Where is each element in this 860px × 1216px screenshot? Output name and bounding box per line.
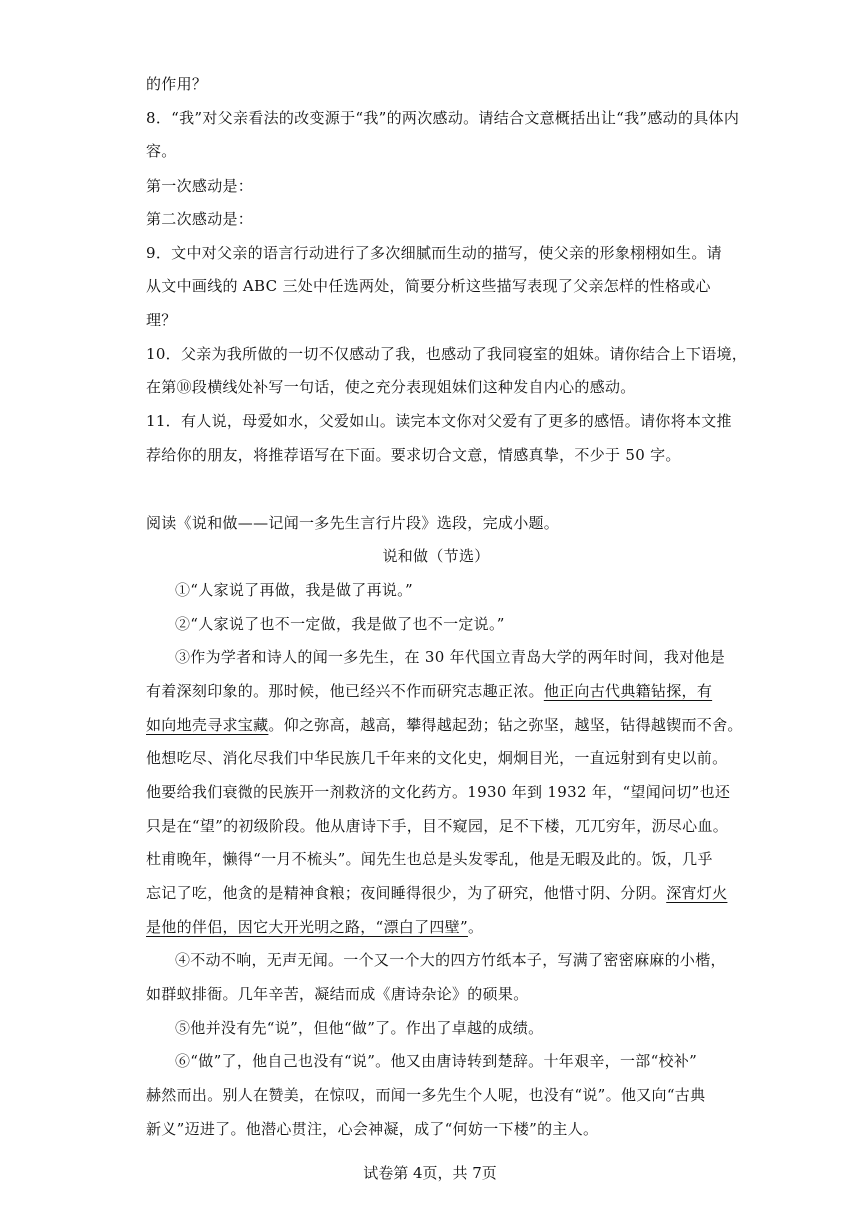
question-9-line-2: 从文中画线的 ABC 三处中任选两处，简要分析这些描写表现了父亲怎样的性格或心: [146, 277, 711, 295]
question-9-line-3: 理？: [146, 311, 177, 329]
paragraph-1: ①“人家说了再做，我是做了再说。”: [175, 581, 413, 599]
passage-title: 说和做（节选）: [382, 547, 490, 565]
question-10-line-1: 10．父亲为我所做的一切不仅感动了我，也感动了我同寝室的姐妹。请你结合上下语境，: [146, 345, 748, 363]
question-10-line-2: 在第⑩段横线处补写一句话，使之充分表现姐妹们这种发自内心的感动。: [146, 378, 636, 396]
underlined-passage-b: 深宵灯火: [666, 884, 728, 902]
paragraph-3-line-5: 他要给我们衰微的民族开一剂救济的文化药方。1930 年到 1932 年，“望闻问切”也还: [146, 783, 731, 801]
paragraph-3-text: 。仰之弥高，越高，攀得越起劲；钻之弥坚，越坚，钻得越锲而不舍。: [268, 716, 743, 734]
question-8-first-answer-label: 第一次感动是：: [146, 177, 254, 195]
paragraph-3-line-2: [146, 681, 726, 701]
paragraph-4-line-1: ④不动不响，无声无闻。一个又一个大的四方竹纸本子，写满了密密麻麻的小楷，: [175, 951, 726, 969]
paragraph-3-line-3: [146, 715, 743, 735]
paragraph-3-line-9: [146, 917, 726, 937]
underlined-passage-a: 他正向古代典籍钻探，有: [543, 682, 713, 700]
paragraph-6-line-2: 赫然而出。别人在赞美，在惊叹，而闻一多先生个人呢，也没有“说”。他又向“古典: [146, 1086, 706, 1104]
paragraph-5: ⑤他并没有先“说”，但他“做”了。作出了卓越的成绩。: [175, 1019, 544, 1037]
paragraph-3-line-8: [146, 883, 726, 903]
paragraph-3-text: 忘记了吃，他贪的是精神食粮；夜间睡得很少，为了研究，他惜寸阴、分阴。: [146, 884, 667, 902]
question-11-line-2: 荐给你的朋友，将推荐语写在下面。要求切合文意，情感真挚，不少于 50 字。: [146, 446, 681, 464]
paragraph-6-line-1: ⑥“做”了，他自己也没有“说”。他又由唐诗转到楚辞。十年艰辛，一部“校补”: [175, 1052, 698, 1070]
paragraph-3-text: 。: [467, 918, 484, 936]
paragraph-3-line-4: 他想吃尽、消化尽我们中华民族几千年来的文化史，炯炯目光，一直远射到有史以前。: [146, 749, 728, 767]
paragraph-3-line-1: ③作为学者和诗人的闻一多先生，在 30 年代国立青岛大学的两年时间，我对他是: [175, 648, 726, 666]
paragraph-3-line-6: 只是在“望”的初级阶段。他从唐诗下手，目不窥园，足不下楼，兀兀穷年，沥尽心血。: [146, 817, 729, 835]
paragraph-4-line-2: 如群蚁排衙。几年辛苦，凝结而成《唐诗杂论》的硕果。: [146, 985, 529, 1003]
question-8-line-2: 容。: [146, 142, 177, 160]
question-7-tail: 的作用？: [146, 75, 208, 93]
paragraph-6-line-3: 新义”迈进了。他潜心贯注，心会神凝，成了“何妨一下楼”的主人。: [146, 1120, 599, 1138]
paragraph-3-text: 有着深刻印象的。那时候，他已经兴不作而研究志趣正浓。: [146, 682, 544, 700]
question-8-line-1: 8．“我”对父亲看法的改变源于“我”的两次感动。请结合文意概括出让“我”感动的具体内: [146, 109, 740, 127]
question-8-second-answer-label: 第二次感动是：: [146, 210, 254, 228]
page-number-footer: 试卷第 4页，共 7页: [363, 1164, 497, 1182]
underlined-passage-b-end: 是他的伴侣，因它大开光明之路，“漂白了四壁”: [146, 918, 468, 936]
underlined-passage-a-end: 如向地壳寻求宝藏: [146, 716, 269, 734]
reading-intro: 阅读《说和做——记闻一多先生言行片段》选段，完成小题。: [146, 514, 560, 532]
paragraph-3-line-7: 杜甫晚年，懒得“一月不梳头”。闻先生也总是头发零乱，他是无暇及此的。饭，几乎: [146, 850, 713, 868]
paragraph-2: ②“人家说了也不一定做，我是做了也不一定说。”: [175, 615, 505, 633]
question-9-line-1: 9．文中对父亲的语言行动进行了多次细腻而生动的描写，使父亲的形象栩栩如生。请: [146, 244, 722, 262]
question-11-line-1: 11．有人说，母爱如水，父爱如山。读完本文你对父爱有了更多的感悟。请你将本文推: [146, 412, 732, 430]
